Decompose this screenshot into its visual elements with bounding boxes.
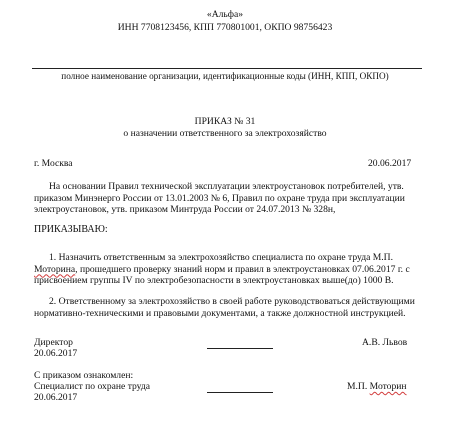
organization-caption: полное наименование организации, идентификационные коды (ИНН, КПП, ОКПО) <box>61 71 389 81</box>
basis-line-2: приказом Минэнерго России от 13.01.2003 № 6, Правил по охране труда при эксплуатации <box>34 192 405 204</box>
acknowledgement-label: С приказом ознакомлен: <box>34 370 134 381</box>
acknowledgement-name <box>347 381 407 392</box>
director-name: А.В. Львов <box>362 337 408 348</box>
acknowledgement-position: Специалист по охране труда <box>34 381 151 392</box>
item-1-line-2-text: , прошедшего проверку знаний норм и правил в электроустановках 07.06.2017 г. с <box>75 263 410 275</box>
item-1-line-3: присвоением группы IV по электробезопасности в электроустановках выше(до) 1000 В. <box>34 275 394 287</box>
director-position: Директор <box>34 337 73 348</box>
item-1-line-2 <box>34 264 424 276</box>
organization-name: «Альфа» <box>206 9 244 20</box>
order-date: 20.06.2017 <box>368 158 412 169</box>
basis-paragraph <box>34 181 424 216</box>
order-title: ПРИКАЗ № 31 <box>194 116 256 127</box>
acknowledgement-surname: Моторин <box>369 381 407 392</box>
director-date: 20.06.2017 <box>34 348 78 359</box>
order-item-1 <box>34 252 424 287</box>
organization-codes: ИНН 7708123456, КПП 770801001, ОКПО 98756423 <box>117 22 333 33</box>
basis-line-3: электроустановок, утв. приказом Минтруда России от 24.07.2013 № 328н, <box>34 204 336 216</box>
director-signature-line <box>207 348 273 349</box>
organization-rule <box>32 68 422 69</box>
acknowledgement-date: 20.06.2017 <box>34 392 78 403</box>
acknowledgement-signature-line <box>207 392 273 393</box>
order-city: г. Москва <box>34 158 73 169</box>
order-word: ПРИКАЗЫВАЮ: <box>34 224 108 235</box>
basis-line-1: На основании Правил технической эксплуатации электроустановок потребителей, утв. <box>49 181 404 192</box>
item-2-line-1: 2. Ответственному за электрохозяйство в своей работе руководствоваться действующими <box>49 296 415 307</box>
order-item-2 <box>34 296 424 319</box>
order-subject: о назначении ответственного за электрохозяйство <box>123 128 327 139</box>
item-2-line-2: нормативно-техническими и правовыми документами, а также должностной инструкцией. <box>34 307 406 319</box>
item-1-employee-name: Моторина <box>34 263 76 275</box>
acknowledgement-initials: М.П. <box>347 381 370 392</box>
item-1-line-1: 1. Назначить ответственным за электрохозяйство специалиста по охране труда М.П. <box>49 252 393 263</box>
